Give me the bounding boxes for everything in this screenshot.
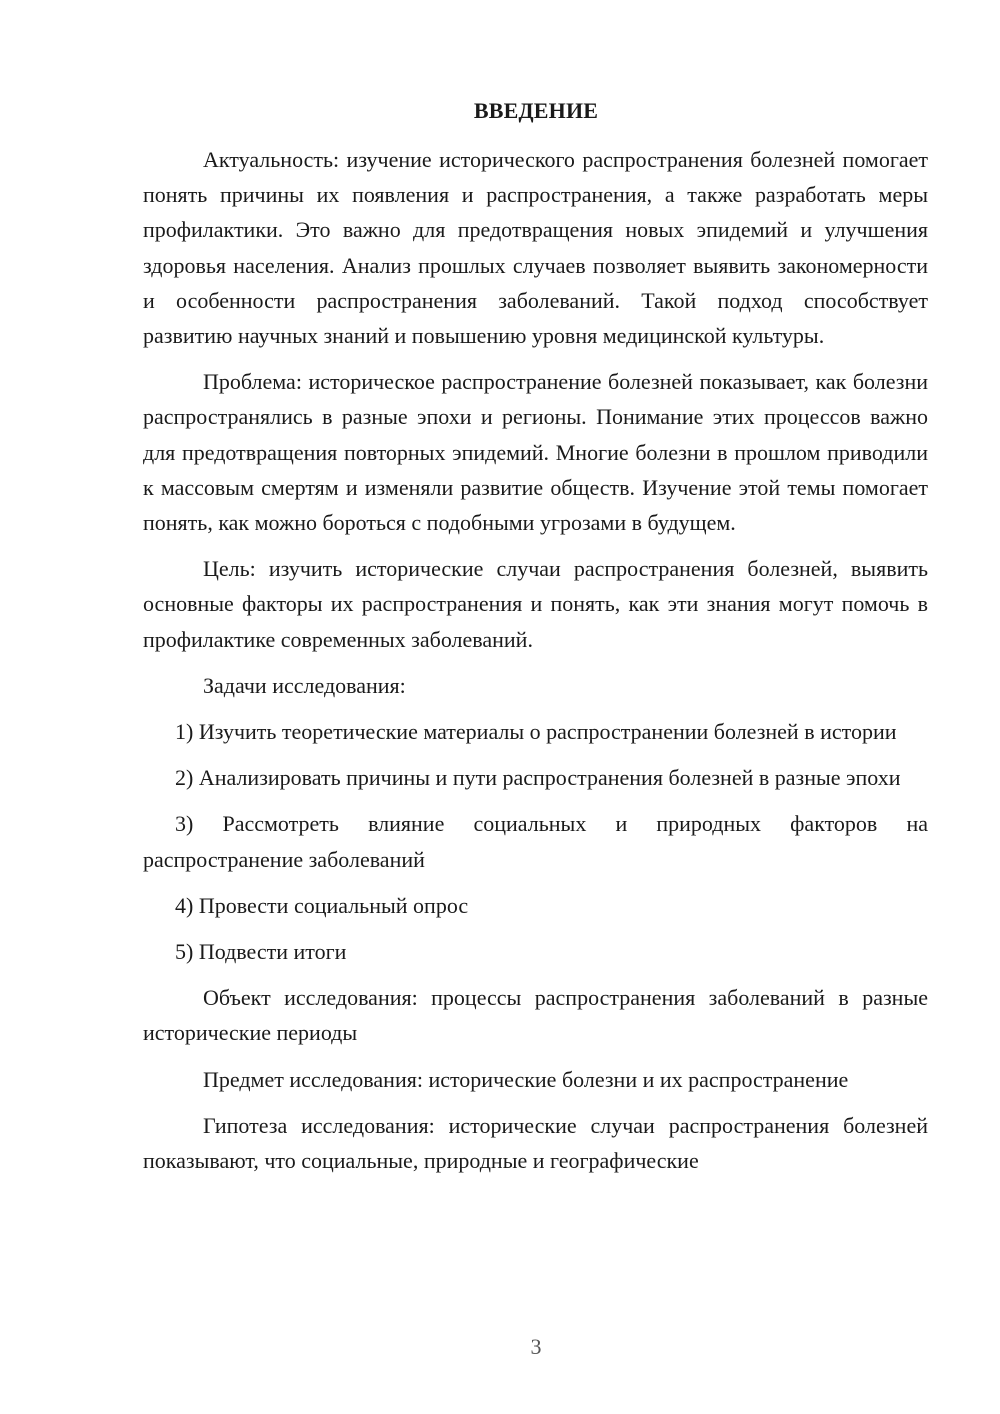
page-number: 3 [530, 1334, 542, 1359]
task-item-2: 2) Анализировать причины и пути распространения болезней в разные эпохи [175, 765, 901, 791]
paragraph-relevance: Актуальность: изучение исторического распространения болезней помогает понять причины их появления и распространения, а также разработать меры профилактики. Это важно для предотвращения новых эпидемий и улучшения здоровья населения. Анализ прошлых случаев позволяет выявить закономерности и особенности распространения заболеваний. Такой подход способствует развитию научных знаний и повышению уровня медицинской культуры. [143, 147, 928, 349]
section-heading: ВВЕДЕНИЕ [473, 98, 599, 123]
paragraph-object: Объект исследования: процессы распространения заболеваний в разные исторические периоды [143, 985, 928, 1046]
body-text [143, 142, 928, 1189]
paragraph-goal: Цель: изучить исторические случаи распространения болезней, выявить основные факторы их распространения и понять, как эти знания могут помочь в профилактике современных заболеваний. [143, 556, 928, 652]
paragraph-subject: Предмет исследования: исторические болезни и их распространение [203, 1066, 849, 1092]
paragraph-hypothesis: Гипотеза исследования: исторические случаи распространения болезней показывают, что социальные, природные и географические [143, 1112, 928, 1174]
task-item-3: 3) Рассмотреть влияние социальных и природных факторов на распространение заболеваний [143, 811, 928, 872]
paragraph-problem: Проблема: историческое распространение болезней показывает, как болезни распространялись в разные эпохи и регионы. Понимание этих процессов важно для предотвращения повторных эпидемий. Многие болезни в прошлом приводили к массовым смертям и изменяли развитие обществ. Изучение этой темы помогает понять, как можно бороться с подобными угрозами в будущем. [143, 369, 928, 536]
task-item-4: 4) Провести социальный опрос [175, 892, 469, 918]
paragraph-tasks-heading: Задачи исследования: [203, 672, 406, 698]
task-item-5: 5) Подвести итоги [175, 939, 347, 965]
task-item-1: 1) Изучить теоретические материалы о распространении болезней в истории [175, 719, 897, 745]
